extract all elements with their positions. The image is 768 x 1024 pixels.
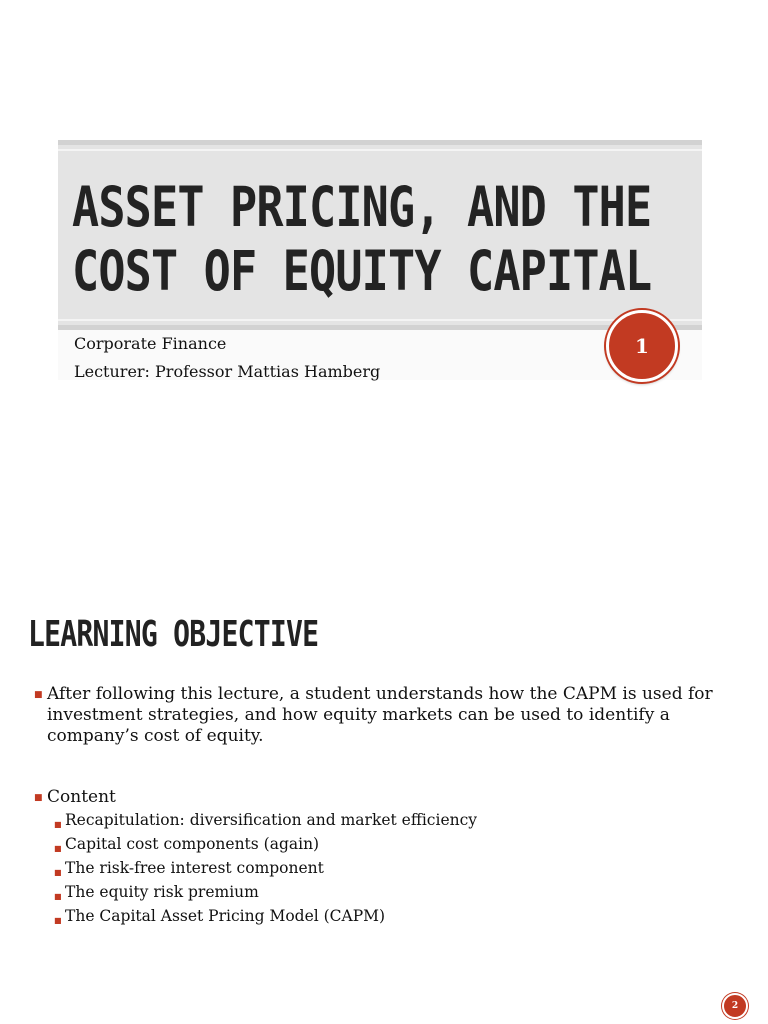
page-number-badge: 2	[722, 993, 748, 1019]
square-bullet-icon: ■	[34, 690, 43, 700]
objective-text: After following this lecture, a student understands how the CAPM is used for investment strategies, and how equity markets can be used to identify a company’s cost of equity.	[47, 684, 713, 746]
list-item: ■ Capital cost components (again)	[54, 834, 477, 858]
square-bullet-icon: ■	[54, 820, 62, 829]
title-line-1: ASSET PRICING, AND THE	[72, 175, 652, 239]
slide-title	[72, 175, 652, 303]
square-bullet-icon: ■	[34, 793, 43, 803]
square-bullet-icon: ■	[54, 868, 62, 877]
content-label: Content	[47, 787, 116, 807]
page-number-badge: 1	[606, 310, 678, 382]
content-list	[54, 810, 477, 930]
list-item: ■ The equity risk premium	[54, 882, 477, 906]
slide-2	[0, 512, 768, 1024]
list-item: ■ The Capital Asset Pricing Model (CAPM)	[54, 906, 477, 930]
square-bullet-icon: ■	[54, 892, 62, 901]
list-item: ■ Recapitulation: diversification and market efficiency	[54, 810, 477, 834]
course-name: Corporate Finance	[74, 334, 227, 353]
title-band	[58, 140, 702, 330]
square-bullet-icon: ■	[54, 844, 62, 853]
list-item: ■ The risk-free interest component	[54, 858, 477, 882]
square-bullet-icon: ■	[54, 916, 62, 925]
lecturer-name: Lecturer: Professor Mattias Hamberg	[74, 362, 381, 381]
title-line-2: COST OF EQUITY CAPITAL	[72, 239, 652, 303]
section-heading: LEARNING OBJECTIVE	[28, 614, 319, 655]
